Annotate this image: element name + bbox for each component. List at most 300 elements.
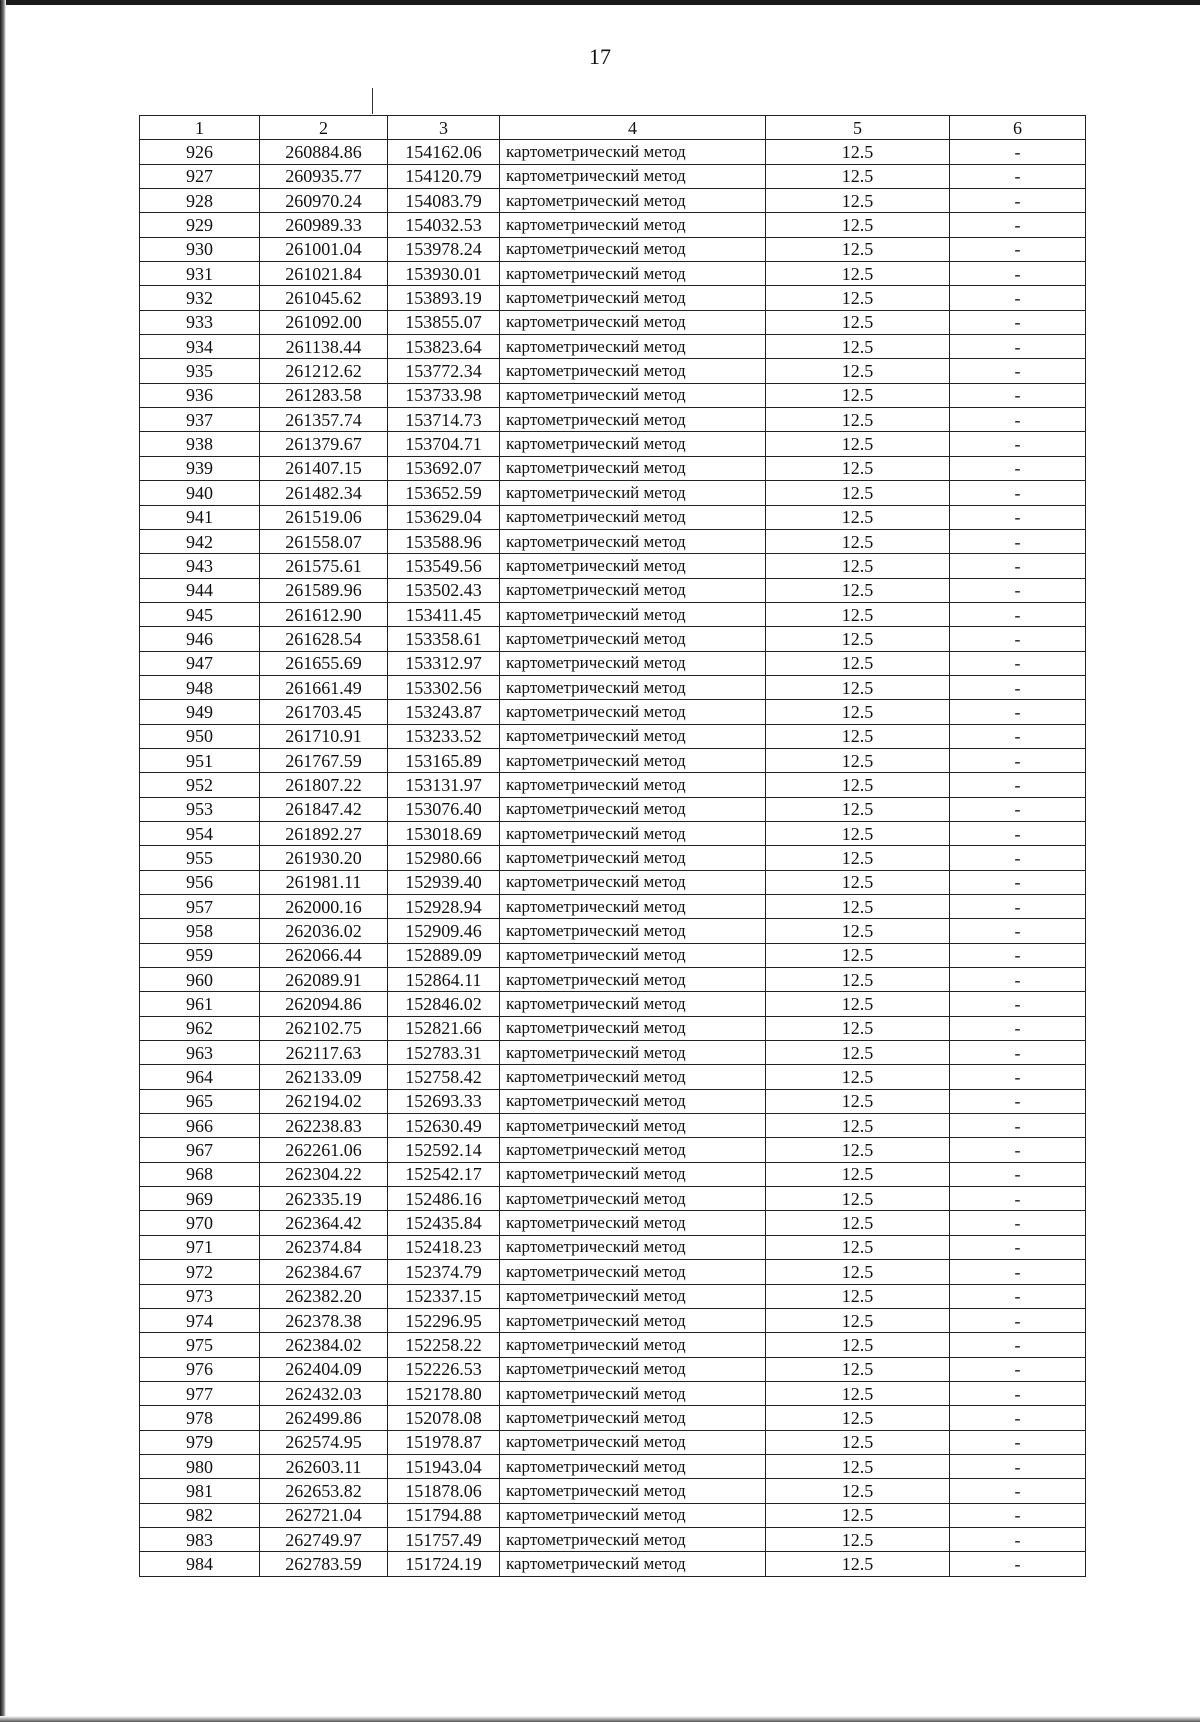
table-row	[140, 1284, 1086, 1308]
note-cell: -	[950, 1454, 1086, 1478]
point-number-cell: 981	[140, 1479, 260, 1503]
method-cell: картометрический метод	[500, 1211, 766, 1235]
x-coordinate-cell: 261021.84	[260, 262, 388, 286]
table-row	[140, 700, 1086, 724]
note-cell: -	[950, 943, 1086, 967]
method-cell: картометрический метод	[500, 846, 766, 870]
accuracy-cell: 12.5	[766, 1333, 950, 1357]
note-cell: -	[950, 870, 1086, 894]
accuracy-cell: 12.5	[766, 895, 950, 919]
method-cell: картометрический метод	[500, 1308, 766, 1332]
method-cell: картометрический метод	[500, 1479, 766, 1503]
point-number-cell: 948	[140, 675, 260, 699]
point-number-cell: 975	[140, 1333, 260, 1357]
accuracy-cell: 12.5	[766, 189, 950, 213]
point-number-cell: 971	[140, 1235, 260, 1259]
scan-left-edge	[0, 0, 6, 1722]
method-cell: картометрический метод	[500, 919, 766, 943]
y-coordinate-cell: 153165.89	[388, 748, 500, 772]
x-coordinate-cell: 262384.67	[260, 1260, 388, 1284]
method-cell: картометрический метод	[500, 797, 766, 821]
table-row	[140, 1308, 1086, 1332]
point-number-cell: 962	[140, 1016, 260, 1040]
point-number-cell: 980	[140, 1454, 260, 1478]
point-number-cell: 935	[140, 359, 260, 383]
y-coordinate-cell: 153704.71	[388, 432, 500, 456]
x-coordinate-cell: 261558.07	[260, 529, 388, 553]
note-cell: -	[950, 1260, 1086, 1284]
accuracy-cell: 12.5	[766, 602, 950, 626]
y-coordinate-cell: 154120.79	[388, 164, 500, 188]
table-body	[140, 140, 1086, 1576]
table-row	[140, 262, 1086, 286]
y-coordinate-cell: 153131.97	[388, 773, 500, 797]
note-cell: -	[950, 1089, 1086, 1113]
y-coordinate-cell: 153823.64	[388, 335, 500, 359]
table-row	[140, 1065, 1086, 1089]
y-coordinate-cell: 152337.15	[388, 1284, 500, 1308]
column-header: 2	[260, 116, 388, 140]
note-cell: -	[950, 383, 1086, 407]
method-cell: картометрический метод	[500, 1552, 766, 1576]
x-coordinate-cell: 262749.97	[260, 1527, 388, 1551]
table-row	[140, 724, 1086, 748]
method-cell: картометрический метод	[500, 1065, 766, 1089]
note-cell: -	[950, 164, 1086, 188]
method-cell: картометрический метод	[500, 1503, 766, 1527]
y-coordinate-cell: 153714.73	[388, 408, 500, 432]
y-coordinate-cell: 152909.46	[388, 919, 500, 943]
x-coordinate-cell: 262404.09	[260, 1357, 388, 1381]
y-coordinate-cell: 152592.14	[388, 1138, 500, 1162]
method-cell: картометрический метод	[500, 383, 766, 407]
y-coordinate-cell: 151794.88	[388, 1503, 500, 1527]
table-row	[140, 992, 1086, 1016]
y-coordinate-cell: 153629.04	[388, 505, 500, 529]
y-coordinate-cell: 152374.79	[388, 1260, 500, 1284]
note-cell: -	[950, 213, 1086, 237]
x-coordinate-cell: 262066.44	[260, 943, 388, 967]
table-row	[140, 968, 1086, 992]
y-coordinate-cell: 152630.49	[388, 1114, 500, 1138]
point-number-cell: 969	[140, 1187, 260, 1211]
accuracy-cell: 12.5	[766, 1041, 950, 1065]
method-cell: картометрический метод	[500, 335, 766, 359]
method-cell: картометрический метод	[500, 1284, 766, 1308]
x-coordinate-cell: 262499.86	[260, 1406, 388, 1430]
note-cell: -	[950, 140, 1086, 164]
point-number-cell: 939	[140, 456, 260, 480]
accuracy-cell: 12.5	[766, 286, 950, 310]
table-row	[140, 408, 1086, 432]
note-cell: -	[950, 335, 1086, 359]
point-number-cell: 964	[140, 1065, 260, 1089]
method-cell: картометрический метод	[500, 895, 766, 919]
table-row	[140, 1016, 1086, 1040]
x-coordinate-cell: 262194.02	[260, 1089, 388, 1113]
x-coordinate-cell: 262304.22	[260, 1162, 388, 1186]
method-cell: картометрический метод	[500, 1041, 766, 1065]
accuracy-cell: 12.5	[766, 1357, 950, 1381]
note-cell: -	[950, 1527, 1086, 1551]
accuracy-cell: 12.5	[766, 773, 950, 797]
y-coordinate-cell: 153233.52	[388, 724, 500, 748]
x-coordinate-cell: 260989.33	[260, 213, 388, 237]
table-row	[140, 773, 1086, 797]
x-coordinate-cell: 260935.77	[260, 164, 388, 188]
note-cell: -	[950, 1162, 1086, 1186]
point-number-cell: 977	[140, 1381, 260, 1405]
y-coordinate-cell: 153692.07	[388, 456, 500, 480]
y-coordinate-cell: 153411.45	[388, 602, 500, 626]
note-cell: -	[950, 651, 1086, 675]
method-cell: картометрический метод	[500, 651, 766, 675]
x-coordinate-cell: 262094.86	[260, 992, 388, 1016]
method-cell: картометрический метод	[500, 700, 766, 724]
table-row	[140, 237, 1086, 261]
x-coordinate-cell: 262000.16	[260, 895, 388, 919]
note-cell: -	[950, 846, 1086, 870]
method-cell: картометрический метод	[500, 748, 766, 772]
y-coordinate-cell: 152864.11	[388, 968, 500, 992]
table-row	[140, 748, 1086, 772]
accuracy-cell: 12.5	[766, 1430, 950, 1454]
note-cell: -	[950, 919, 1086, 943]
point-number-cell: 945	[140, 602, 260, 626]
x-coordinate-cell: 261892.27	[260, 821, 388, 845]
note-cell: -	[950, 1016, 1086, 1040]
point-number-cell: 944	[140, 578, 260, 602]
point-number-cell: 983	[140, 1527, 260, 1551]
column-header: 1	[140, 116, 260, 140]
accuracy-cell: 12.5	[766, 627, 950, 651]
method-cell: картометрический метод	[500, 286, 766, 310]
table-header-row	[140, 116, 1086, 140]
method-cell: картометрический метод	[500, 213, 766, 237]
point-number-cell: 976	[140, 1357, 260, 1381]
note-cell: -	[950, 262, 1086, 286]
x-coordinate-cell: 262036.02	[260, 919, 388, 943]
column-header: 5	[766, 116, 950, 140]
x-coordinate-cell: 261357.74	[260, 408, 388, 432]
accuracy-cell: 12.5	[766, 919, 950, 943]
x-coordinate-cell: 261575.61	[260, 554, 388, 578]
table-row	[140, 870, 1086, 894]
y-coordinate-cell: 152758.42	[388, 1065, 500, 1089]
x-coordinate-cell: 261930.20	[260, 846, 388, 870]
column-header: 3	[388, 116, 500, 140]
point-number-cell: 953	[140, 797, 260, 821]
x-coordinate-cell: 262133.09	[260, 1065, 388, 1089]
note-cell: -	[950, 529, 1086, 553]
accuracy-cell: 12.5	[766, 335, 950, 359]
x-coordinate-cell: 261045.62	[260, 286, 388, 310]
y-coordinate-cell: 152542.17	[388, 1162, 500, 1186]
accuracy-cell: 12.5	[766, 529, 950, 553]
table-row	[140, 1187, 1086, 1211]
table-row	[140, 675, 1086, 699]
y-coordinate-cell: 152226.53	[388, 1357, 500, 1381]
note-cell: -	[950, 554, 1086, 578]
note-cell: -	[950, 748, 1086, 772]
y-coordinate-cell: 152418.23	[388, 1235, 500, 1259]
point-number-cell: 961	[140, 992, 260, 1016]
table-row	[140, 943, 1086, 967]
accuracy-cell: 12.5	[766, 821, 950, 845]
method-cell: картометрический метод	[500, 968, 766, 992]
note-cell: -	[950, 456, 1086, 480]
x-coordinate-cell: 262261.06	[260, 1138, 388, 1162]
method-cell: картометрический метод	[500, 821, 766, 845]
note-cell: -	[950, 821, 1086, 845]
method-cell: картометрический метод	[500, 627, 766, 651]
table-row	[140, 310, 1086, 334]
note-cell: -	[950, 968, 1086, 992]
method-cell: картометрический метод	[500, 724, 766, 748]
table-row	[140, 1138, 1086, 1162]
table-row	[140, 1211, 1086, 1235]
note-cell: -	[950, 1187, 1086, 1211]
method-cell: картометрический метод	[500, 773, 766, 797]
note-cell: -	[950, 481, 1086, 505]
point-number-cell: 950	[140, 724, 260, 748]
method-cell: картометрический метод	[500, 1454, 766, 1478]
note-cell: -	[950, 700, 1086, 724]
point-number-cell: 927	[140, 164, 260, 188]
note-cell: -	[950, 1065, 1086, 1089]
point-number-cell: 936	[140, 383, 260, 407]
table-row	[140, 821, 1086, 845]
table-row	[140, 1114, 1086, 1138]
accuracy-cell: 12.5	[766, 748, 950, 772]
table-row	[140, 651, 1086, 675]
point-number-cell: 959	[140, 943, 260, 967]
method-cell: картометрический метод	[500, 1260, 766, 1284]
method-cell: картометрический метод	[500, 1162, 766, 1186]
point-number-cell: 956	[140, 870, 260, 894]
note-cell: -	[950, 773, 1086, 797]
accuracy-cell: 12.5	[766, 408, 950, 432]
table-row	[140, 1260, 1086, 1284]
accuracy-cell: 12.5	[766, 1187, 950, 1211]
column-header: 4	[500, 116, 766, 140]
accuracy-cell: 12.5	[766, 1527, 950, 1551]
accuracy-cell: 12.5	[766, 432, 950, 456]
method-cell: картометрический метод	[500, 1187, 766, 1211]
accuracy-cell: 12.5	[766, 870, 950, 894]
accuracy-cell: 12.5	[766, 797, 950, 821]
table-row	[140, 846, 1086, 870]
table-row	[140, 432, 1086, 456]
note-cell: -	[950, 432, 1086, 456]
x-coordinate-cell: 262374.84	[260, 1235, 388, 1259]
table-row	[140, 335, 1086, 359]
x-coordinate-cell: 261283.58	[260, 383, 388, 407]
note-cell: -	[950, 310, 1086, 334]
note-cell: -	[950, 1211, 1086, 1235]
accuracy-cell: 12.5	[766, 164, 950, 188]
accuracy-cell: 12.5	[766, 262, 950, 286]
note-cell: -	[950, 1552, 1086, 1576]
x-coordinate-cell: 261612.90	[260, 602, 388, 626]
point-number-cell: 979	[140, 1430, 260, 1454]
y-coordinate-cell: 152846.02	[388, 992, 500, 1016]
y-coordinate-cell: 152928.94	[388, 895, 500, 919]
x-coordinate-cell: 262335.19	[260, 1187, 388, 1211]
y-coordinate-cell: 153652.59	[388, 481, 500, 505]
method-cell: картометрический метод	[500, 1527, 766, 1551]
note-cell: -	[950, 1430, 1086, 1454]
y-coordinate-cell: 153018.69	[388, 821, 500, 845]
note-cell: -	[950, 675, 1086, 699]
x-coordinate-cell: 261407.15	[260, 456, 388, 480]
method-cell: картометрический метод	[500, 164, 766, 188]
method-cell: картометрический метод	[500, 140, 766, 164]
y-coordinate-cell: 151757.49	[388, 1527, 500, 1551]
table-row	[140, 1479, 1086, 1503]
accuracy-cell: 12.5	[766, 1211, 950, 1235]
method-cell: картометрический метод	[500, 675, 766, 699]
x-coordinate-cell: 261767.59	[260, 748, 388, 772]
table-row	[140, 189, 1086, 213]
scan-mark	[372, 88, 373, 114]
note-cell: -	[950, 602, 1086, 626]
method-cell: картометрический метод	[500, 992, 766, 1016]
accuracy-cell: 12.5	[766, 1260, 950, 1284]
accuracy-cell: 12.5	[766, 1381, 950, 1405]
y-coordinate-cell: 154032.53	[388, 213, 500, 237]
note-cell: -	[950, 992, 1086, 1016]
method-cell: картометрический метод	[500, 481, 766, 505]
page-number: 17	[589, 44, 611, 69]
y-coordinate-cell: 152889.09	[388, 943, 500, 967]
scan-bottom-edge	[0, 1716, 1200, 1722]
table-row	[140, 1357, 1086, 1381]
note-cell: -	[950, 189, 1086, 213]
accuracy-cell: 12.5	[766, 578, 950, 602]
y-coordinate-cell: 152693.33	[388, 1089, 500, 1113]
accuracy-cell: 12.5	[766, 1162, 950, 1186]
accuracy-cell: 12.5	[766, 383, 950, 407]
x-coordinate-cell: 262653.82	[260, 1479, 388, 1503]
accuracy-cell: 12.5	[766, 943, 950, 967]
point-number-cell: 937	[140, 408, 260, 432]
accuracy-cell: 12.5	[766, 992, 950, 1016]
note-cell: -	[950, 627, 1086, 651]
point-number-cell: 970	[140, 1211, 260, 1235]
note-cell: -	[950, 505, 1086, 529]
accuracy-cell: 12.5	[766, 968, 950, 992]
accuracy-cell: 12.5	[766, 651, 950, 675]
table-row	[140, 1503, 1086, 1527]
note-cell: -	[950, 1503, 1086, 1527]
table-row	[140, 1041, 1086, 1065]
method-cell: картометрический метод	[500, 1235, 766, 1259]
note-cell: -	[950, 1406, 1086, 1430]
table-row	[140, 1430, 1086, 1454]
table-row	[140, 1162, 1086, 1186]
accuracy-cell: 12.5	[766, 1138, 950, 1162]
accuracy-cell: 12.5	[766, 724, 950, 748]
table-row	[140, 1406, 1086, 1430]
note-cell: -	[950, 578, 1086, 602]
x-coordinate-cell: 261519.06	[260, 505, 388, 529]
note-cell: -	[950, 1114, 1086, 1138]
table-row	[140, 456, 1086, 480]
coordinates-table	[139, 115, 1086, 1577]
point-number-cell: 940	[140, 481, 260, 505]
point-number-cell: 932	[140, 286, 260, 310]
point-number-cell: 982	[140, 1503, 260, 1527]
y-coordinate-cell: 153588.96	[388, 529, 500, 553]
point-number-cell: 952	[140, 773, 260, 797]
table-row	[140, 627, 1086, 651]
note-cell: -	[950, 1357, 1086, 1381]
method-cell: картометрический метод	[500, 359, 766, 383]
method-cell: картометрический метод	[500, 1381, 766, 1405]
accuracy-cell: 12.5	[766, 1552, 950, 1576]
accuracy-cell: 12.5	[766, 481, 950, 505]
point-number-cell: 966	[140, 1114, 260, 1138]
y-coordinate-cell: 153076.40	[388, 797, 500, 821]
point-number-cell: 973	[140, 1284, 260, 1308]
accuracy-cell: 12.5	[766, 456, 950, 480]
table-row	[140, 1089, 1086, 1113]
y-coordinate-cell: 152258.22	[388, 1333, 500, 1357]
note-cell: -	[950, 1235, 1086, 1259]
table-row	[140, 213, 1086, 237]
method-cell: картометрический метод	[500, 602, 766, 626]
x-coordinate-cell: 261379.67	[260, 432, 388, 456]
table-row	[140, 286, 1086, 310]
x-coordinate-cell: 261661.49	[260, 675, 388, 699]
accuracy-cell: 12.5	[766, 213, 950, 237]
point-number-cell: 926	[140, 140, 260, 164]
table-row	[140, 529, 1086, 553]
x-coordinate-cell: 262574.95	[260, 1430, 388, 1454]
x-coordinate-cell: 261847.42	[260, 797, 388, 821]
point-number-cell: 967	[140, 1138, 260, 1162]
y-coordinate-cell: 153772.34	[388, 359, 500, 383]
point-number-cell: 974	[140, 1308, 260, 1332]
point-number-cell: 958	[140, 919, 260, 943]
point-number-cell: 965	[140, 1089, 260, 1113]
method-cell: картометрический метод	[500, 529, 766, 553]
y-coordinate-cell: 152486.16	[388, 1187, 500, 1211]
table-row	[140, 895, 1086, 919]
table-row	[140, 1454, 1086, 1478]
y-coordinate-cell: 152078.08	[388, 1406, 500, 1430]
method-cell: картометрический метод	[500, 554, 766, 578]
point-number-cell: 960	[140, 968, 260, 992]
point-number-cell: 951	[140, 748, 260, 772]
table-row	[140, 1527, 1086, 1551]
x-coordinate-cell: 261710.91	[260, 724, 388, 748]
column-header: 6	[950, 116, 1086, 140]
point-number-cell: 946	[140, 627, 260, 651]
x-coordinate-cell: 261589.96	[260, 578, 388, 602]
accuracy-cell: 12.5	[766, 1284, 950, 1308]
note-cell: -	[950, 1138, 1086, 1162]
method-cell: картометрический метод	[500, 237, 766, 261]
y-coordinate-cell: 151724.19	[388, 1552, 500, 1576]
method-cell: картометрический метод	[500, 505, 766, 529]
point-number-cell: 941	[140, 505, 260, 529]
accuracy-cell: 12.5	[766, 1503, 950, 1527]
accuracy-cell: 12.5	[766, 1406, 950, 1430]
point-number-cell: 933	[140, 310, 260, 334]
method-cell: картометрический метод	[500, 1016, 766, 1040]
